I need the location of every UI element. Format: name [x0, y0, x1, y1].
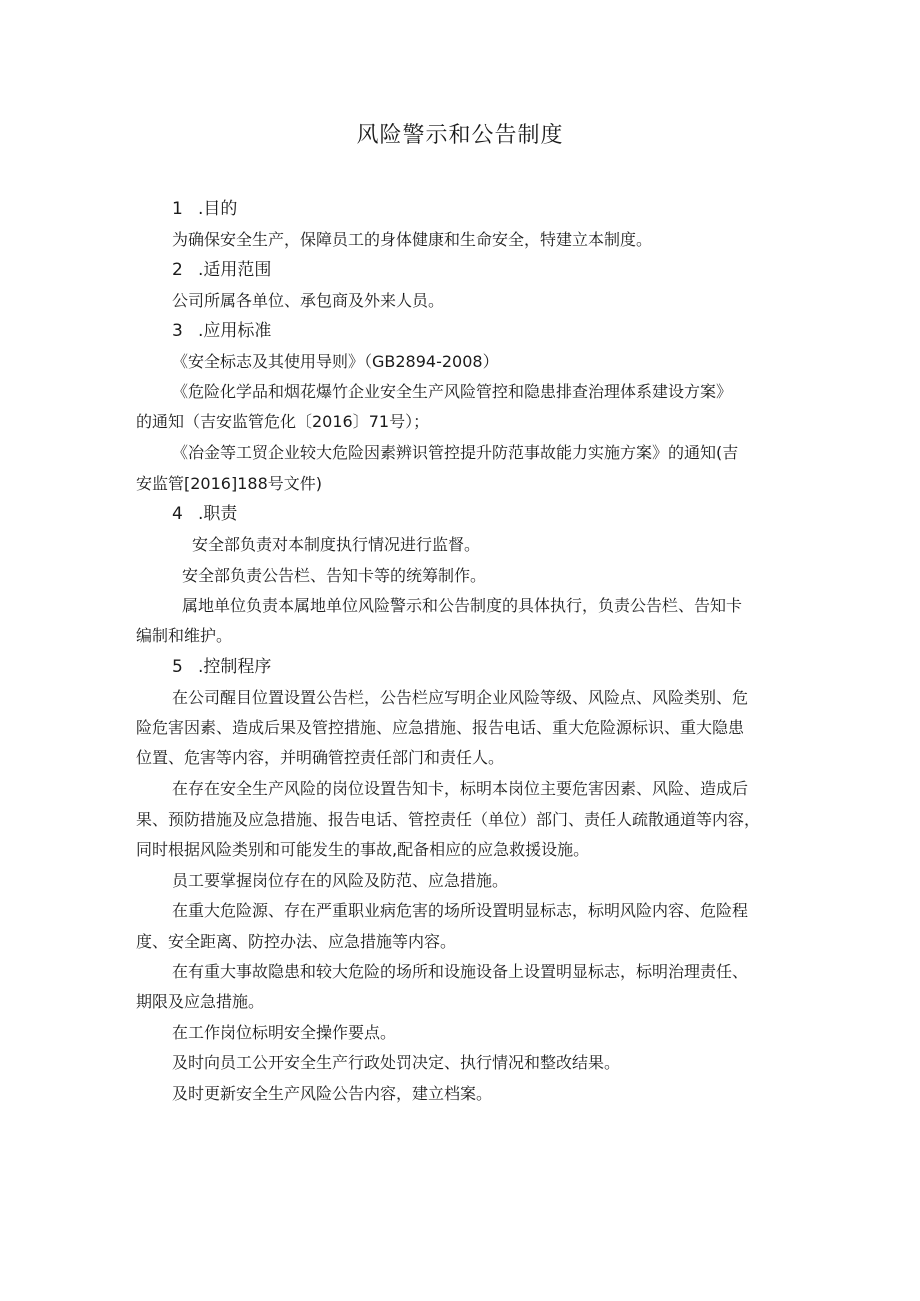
paragraph-line: 险危害因素、造成后果及管控措施、应急措施、报告电话、重大危险源标识、重大隐患: [136, 718, 745, 737]
section-3-heading: [172, 320, 271, 342]
paragraph-line: 及时更新安全生产风险公告内容，建立档案。: [172, 1084, 493, 1103]
paragraph-line: 在重大危险源、存在严重职业病危害的场所设置明显标志，标明风险内容、危险程: [172, 901, 749, 920]
document-title: 风险警示和公告制度: [356, 123, 564, 148]
paragraph-line: 公司所属各单位、承包商及外来人员。: [172, 291, 445, 310]
paragraph-line: 在工作岗位标明安全操作要点。: [172, 1023, 397, 1042]
section-3-number: 3: [172, 321, 183, 341]
paragraph-line: 属地单位负责本属地单位风险警示和公告制度的具体执行，负责公告栏、告知卡: [182, 596, 743, 615]
paragraph-line: 编制和维护。: [136, 626, 233, 645]
paragraph-line: 安全部负责公告栏、告知卡等的统筹制作。: [182, 566, 487, 585]
section-5-title: .控制程序: [198, 657, 272, 677]
section-5-number: 5: [172, 657, 183, 677]
section-1-number: 1: [172, 199, 183, 219]
paragraph-line: 及时向员工公开安全生产行政处罚决定、执行情况和整改结果。: [172, 1053, 621, 1072]
section-4-number: 4: [172, 504, 183, 524]
paragraph-line: 果、预防措施及应急措施、报告电话、管控责任（单位）部门、责任人疏散通道等内容，: [136, 810, 761, 829]
section-2-title: .适用范围: [198, 260, 272, 280]
paragraph-line: 的通知（吉安监管危化〔2016〕71号）；: [136, 412, 430, 431]
section-1-heading: [172, 198, 237, 220]
section-2-heading: [172, 259, 271, 281]
paragraph-line: 《冶金等工贸企业较大危险因素辨识管控提升防范事故能力实施方案》的通知(吉: [172, 443, 739, 462]
section-3-title: .应用标准: [198, 321, 272, 341]
section-1-title: .目的: [198, 199, 238, 219]
paragraph-line: 期限及应急措施。: [136, 992, 265, 1011]
paragraph-line: 在存在安全生产风险的岗位设置告知卡，标明本岗位主要危害因素、风险、造成后: [172, 779, 749, 798]
paragraph-line: 《安全标志及其使用导则》（GB2894-2008）: [172, 352, 499, 371]
paragraph-line: 为确保安全生产，保障员工的身体健康和生命安全，特建立本制度。: [172, 230, 653, 249]
section-5-heading: [172, 656, 271, 678]
section-2-number: 2: [172, 260, 183, 280]
paragraph-line: 位置、危害等内容，并明确管控责任部门和责任人。: [136, 748, 505, 767]
paragraph-line: 同时根据风险类别和可能发生的事故,配备相应的应急救援设施。: [136, 840, 590, 859]
section-4-heading: [172, 503, 237, 525]
section-4-title: .职责: [198, 504, 238, 524]
paragraph-line: 安全部负责对本制度执行情况进行监督。: [192, 535, 481, 554]
paragraph-line: 员工要掌握岗位存在的风险及防范、应急措施。: [172, 871, 509, 890]
paragraph-line: 在公司醒目位置设置公告栏，公告栏应写明企业风险等级、风险点、风险类别、危: [172, 688, 749, 707]
paragraph-line: 在有重大事故隐患和较大危险的场所和设施设备上设置明显标志，标明治理责任、: [172, 962, 749, 981]
paragraph-line: 《危险化学品和烟花爆竹企业安全生产风险管控和隐患排查治理体系建设方案》: [172, 382, 733, 401]
paragraph-line: 安监管[2016]188号文件): [136, 474, 322, 493]
paragraph-line: 度、安全距离、防控办法、应急措施等内容。: [136, 932, 457, 951]
